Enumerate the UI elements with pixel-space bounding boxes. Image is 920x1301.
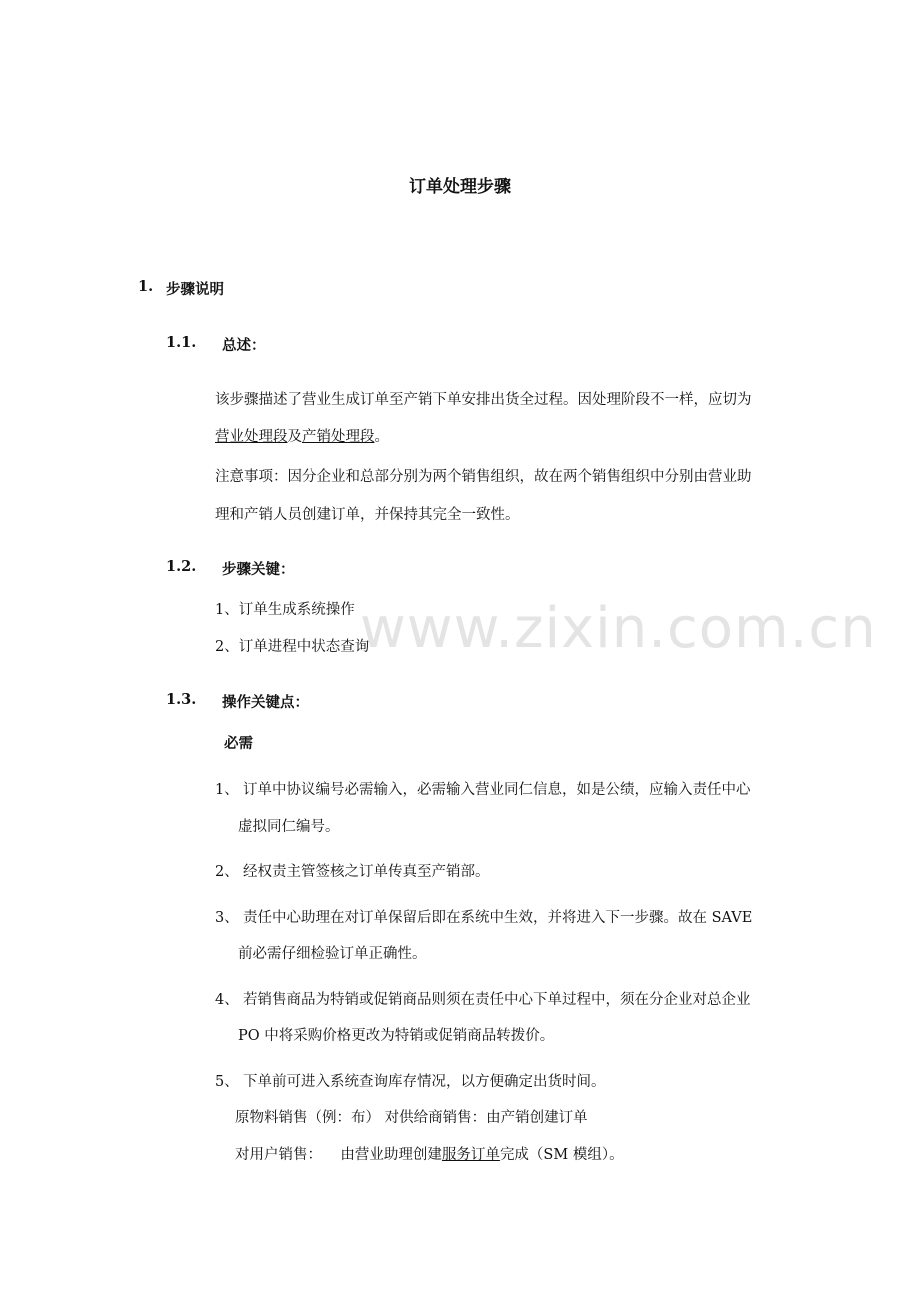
section-1-1-title: 总述：	[222, 337, 266, 354]
raw-material-line: 原物料销售（例：布） 对供给商销售：由产销创建订单	[235, 1110, 588, 1126]
item-4-line-2: PO 中将采购价格更改为特销或促销商品转拨价。	[238, 1028, 555, 1044]
item-1-number: 1、	[215, 782, 239, 798]
section-1-2-title: 步骤关键：	[222, 561, 295, 578]
watermark: www.zixin.com.cn	[360, 596, 877, 661]
section-1-3-number: 1.3.	[166, 691, 197, 708]
item-2-number: 2、	[215, 864, 239, 880]
notice-line-2: 理和产销人员创建订单，并保持其完全一致性。	[215, 507, 520, 523]
key-step-1: 1、订单生成系统操作	[215, 602, 355, 618]
customer-sales-label: 对用户销售： 由营业助理创建	[235, 1147, 442, 1163]
item-3-line-1: 责任中心助理在对订单保留后即在系统中生效，并将进入下一步骤。故在 SAVE	[243, 910, 753, 926]
overview-line-2	[215, 425, 389, 446]
key-step-2: 2、订单进程中状态查询	[215, 639, 370, 655]
period: 。	[374, 429, 389, 445]
service-order-link[interactable]: 服务订单	[441, 1147, 500, 1163]
required-subheading: 必需	[224, 735, 253, 752]
section-1-2-number: 1.2.	[166, 558, 197, 575]
item-1-line-1: 订单中协议编号必需输入，必需输入营业同仁信息，如是公绩，应输入责任中心	[243, 782, 751, 798]
item-3-number: 3、	[215, 910, 239, 926]
customer-sales-line	[235, 1143, 624, 1164]
item-1-line-2: 虚拟同仁编号。	[238, 819, 340, 835]
section-1-3-title: 操作关键点：	[222, 694, 309, 711]
item-5-number: 5、	[215, 1074, 239, 1090]
customer-sales-tail: 完成（SM 模组）。	[499, 1147, 624, 1163]
section-1-title: 步骤说明	[166, 281, 224, 298]
section-1-number: 1.	[138, 278, 154, 295]
business-stage-link[interactable]: 营业处理段	[215, 429, 288, 445]
item-3-line-2: 前必需仔细检验订单正确性。	[238, 946, 427, 962]
page-title: 订单处理步骤	[409, 177, 511, 197]
conjunction: 及	[287, 429, 302, 445]
section-1-1-number: 1.1.	[166, 334, 197, 351]
item-4-line-1: 若销售商品为特销或促销商品则须在责任中心下单过程中，须在分企业对总企业	[243, 992, 751, 1008]
item-4-number: 4、	[215, 992, 239, 1008]
item-5-line-1: 下单前可进入系统查询库存情况，以方便确定出货时间。	[243, 1074, 606, 1090]
item-2-line-1: 经权责主管签核之订单传真至产销部。	[243, 864, 490, 880]
notice-line-1: 注意事项：因分企业和总部分别为两个销售组织，故在两个销售组织中分别由营业助	[215, 469, 752, 485]
overview-line-1: 该步骤描述了营业生成订单至产销下单安排出货全过程。因处理阶段不一样，应切为	[215, 392, 752, 408]
production-stage-link[interactable]: 产销处理段	[302, 429, 375, 445]
